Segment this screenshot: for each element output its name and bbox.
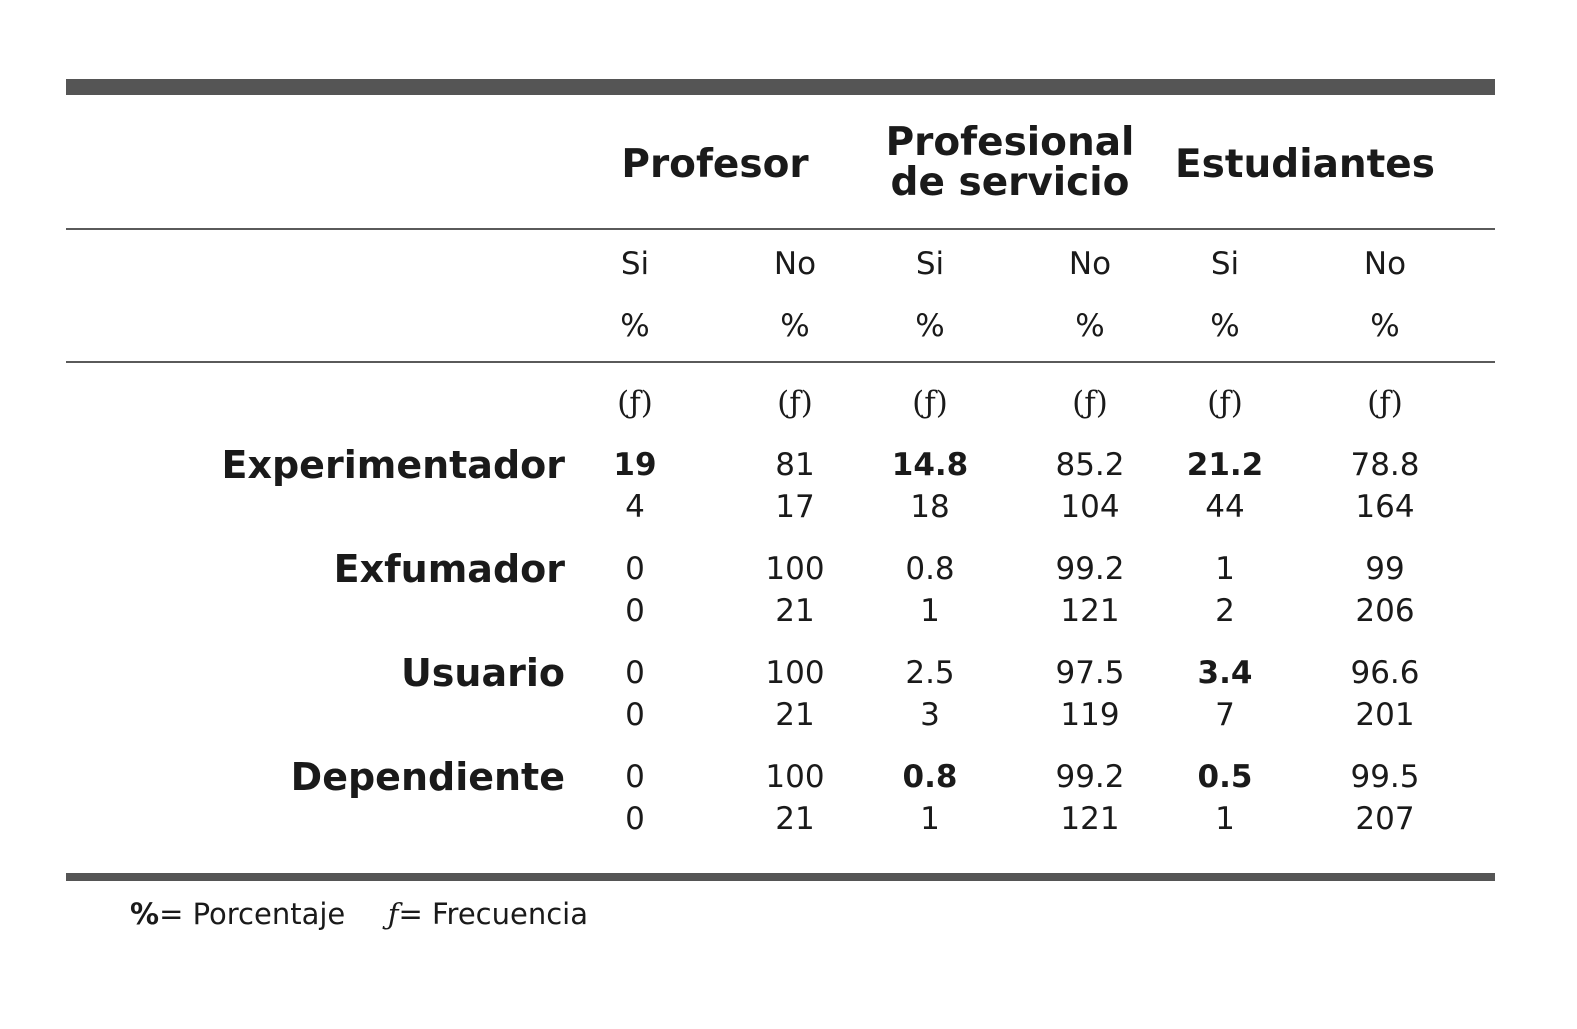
frequency-cell: 3	[920, 697, 940, 733]
percent-cell: 100	[765, 655, 825, 691]
frequency-header: (ƒ)	[777, 385, 813, 421]
percent-cell: 1	[1215, 551, 1235, 587]
frequency-cell: 0	[625, 801, 645, 837]
frequency-cell: 207	[1355, 801, 1415, 837]
subheader-unit: %	[620, 308, 650, 344]
frequency-cell: 2	[1215, 593, 1235, 629]
percent-cell: 0	[625, 655, 645, 691]
subheader-si: Si	[1210, 246, 1240, 282]
frequency-cell: 21	[775, 801, 815, 837]
percent-cell: 0.8	[902, 759, 958, 795]
percent-cell: 99	[1365, 551, 1405, 587]
percent-cell: 96.6	[1350, 655, 1420, 691]
percent-cell: 81	[775, 447, 815, 483]
subheader-no: No	[773, 246, 817, 282]
frequency-cell: 119	[1060, 697, 1120, 733]
frequency-cell: 17	[775, 489, 815, 525]
row-label: Experimentador	[221, 443, 565, 487]
frequency-cell: 1	[1215, 801, 1235, 837]
frequency-cell: 121	[1060, 801, 1120, 837]
subheader-unit: %	[780, 308, 810, 344]
percent-cell: 14.8	[891, 447, 969, 483]
frequency-header: (ƒ)	[1072, 385, 1108, 421]
frequency-cell: 7	[1215, 697, 1235, 733]
subheader-rule	[66, 361, 1495, 363]
frequency-cell: 164	[1355, 489, 1415, 525]
subheader-si: Si	[915, 246, 945, 282]
footnote-frequency-text: = Frecuencia	[398, 897, 588, 931]
percent-cell: 99.5	[1350, 759, 1420, 795]
percent-cell: 0.8	[905, 551, 955, 587]
frequency-cell: 44	[1205, 489, 1245, 525]
percent-cell: 100	[765, 551, 825, 587]
footnote-percent-text: = Porcentaje	[159, 897, 346, 931]
percent-cell: 0	[625, 551, 645, 587]
percent-cell: 0	[625, 759, 645, 795]
frequency-cell: 206	[1355, 593, 1415, 629]
subheader-unit: %	[1370, 308, 1400, 344]
percent-cell: 78.8	[1350, 447, 1420, 483]
frequency-cell: 18	[910, 489, 950, 525]
subheader-unit: %	[915, 308, 945, 344]
subheader-no: No	[1363, 246, 1407, 282]
percent-cell: 97.5	[1055, 655, 1125, 691]
frequency-header: (ƒ)	[1207, 385, 1243, 421]
frequency-cell: 21	[775, 593, 815, 629]
header-rule	[66, 228, 1495, 230]
footnote-frequency-symbol: ƒ	[387, 897, 399, 931]
row-label: Exfumador	[333, 547, 565, 591]
frequency-cell: 0	[625, 697, 645, 733]
bottom-rule	[66, 873, 1495, 881]
frequency-cell: 4	[625, 489, 645, 525]
percent-cell: 0.5	[1197, 759, 1253, 795]
percent-cell: 85.2	[1055, 447, 1125, 483]
group-header-line1: Profesional	[885, 120, 1135, 165]
subheader-unit: %	[1075, 308, 1105, 344]
group-header-profesor: Profesor	[621, 142, 809, 187]
percent-cell: 99.2	[1055, 759, 1125, 795]
top-rule	[66, 79, 1495, 95]
frequency-header: (ƒ)	[617, 385, 653, 421]
percent-cell: 100	[765, 759, 825, 795]
footnote	[130, 897, 588, 931]
percent-cell: 99.2	[1055, 551, 1125, 587]
footnote-percent-symbol: %	[130, 897, 160, 931]
frequency-header: (ƒ)	[912, 385, 948, 421]
frequency-cell: 0	[625, 593, 645, 629]
group-header-line2: de servicio	[890, 160, 1130, 205]
subheader-no: No	[1068, 246, 1112, 282]
row-label: Dependiente	[290, 755, 565, 799]
frequency-cell: 201	[1355, 697, 1415, 733]
frequency-cell: 1	[920, 593, 940, 629]
frequency-cell: 21	[775, 697, 815, 733]
percent-cell: 19	[613, 447, 657, 483]
subheader-unit: %	[1210, 308, 1240, 344]
frequency-cell: 104	[1060, 489, 1120, 525]
row-label: Usuario	[400, 651, 565, 695]
percent-cell: 21.2	[1186, 447, 1264, 483]
group-header-estudiantes: Estudiantes	[1175, 142, 1435, 187]
subheader-si: Si	[620, 246, 650, 282]
frequency-cell: 1	[920, 801, 940, 837]
percent-cell: 3.4	[1197, 655, 1253, 691]
frequency-cell: 121	[1060, 593, 1120, 629]
percent-cell: 2.5	[905, 655, 955, 691]
frequency-header: (ƒ)	[1367, 385, 1403, 421]
group-header-profesional	[860, 120, 1160, 205]
